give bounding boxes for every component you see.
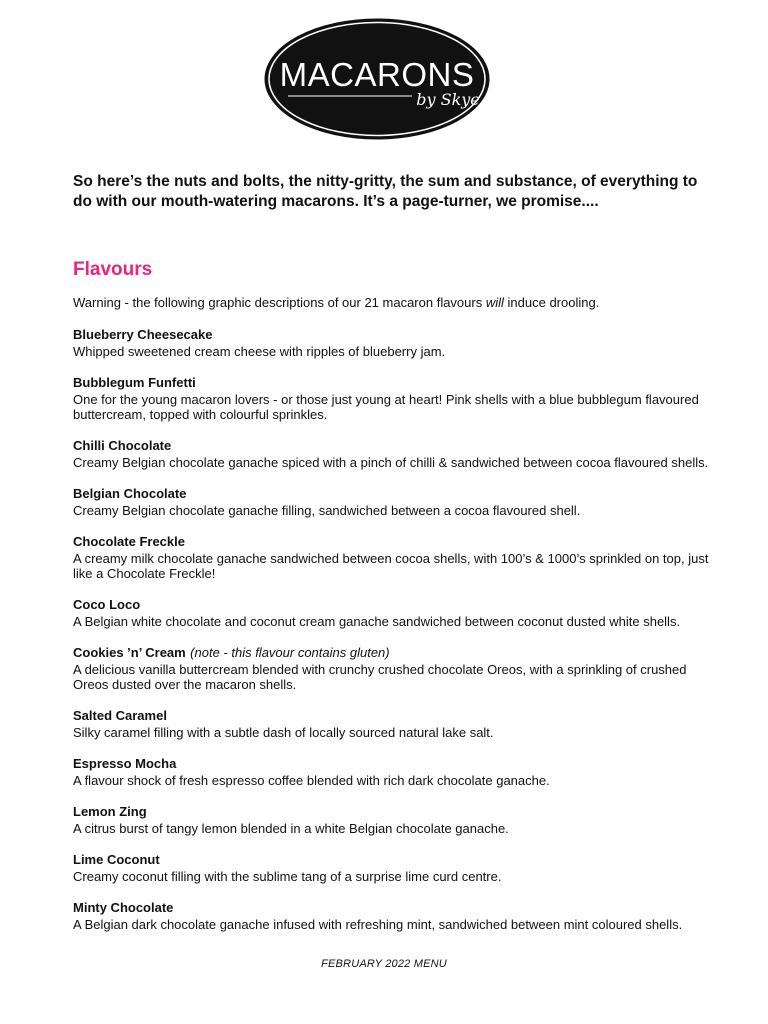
- warning-text-end: induce drooling.: [503, 295, 600, 310]
- flavour-description: One for the young macaron lovers - or those just young at heart! Pink shells with a blue bubblegum flavoured buttercream, topped with colourful sprinkles.: [73, 392, 699, 422]
- flavour-name: Espresso Mocha: [73, 756, 177, 771]
- flavour-name: Chocolate Freckle: [73, 534, 185, 549]
- warning-text: [73, 295, 713, 310]
- flavour-item: [73, 644, 713, 692]
- flavour-item: [73, 326, 713, 359]
- flavour-description: A Belgian white chocolate and coconut cream ganache sandwiched between coconut dusted white shells.: [73, 614, 681, 629]
- flavour-note: (note - this flavour contains gluten): [190, 645, 390, 660]
- flavour-description: Whipped sweetened cream cheese with ripples of blueberry jam.: [73, 344, 446, 359]
- flavour-list: [73, 326, 713, 947]
- logo-oval-graphic: [262, 16, 492, 142]
- flavour-name: Salted Caramel: [73, 708, 167, 723]
- flavour-item: [73, 374, 713, 422]
- section-title-flavours: Flavours: [73, 259, 153, 280]
- flavour-description: Creamy Belgian chocolate ganache spiced with a pinch of chilli & sandwiched between cocoa flavoured shells.: [73, 455, 709, 470]
- flavour-description: Creamy coconut filling with the sublime tang of a surprise lime curd centre.: [73, 869, 502, 884]
- flavour-name: Belgian Chocolate: [73, 486, 187, 501]
- flavour-name: Lime Coconut: [73, 852, 160, 867]
- warning-text-start: Warning - the following graphic descriptions of our 21 macaron flavours: [73, 295, 486, 310]
- flavour-description: Silky caramel filling with a subtle dash of locally sourced natural lake salt.: [73, 725, 494, 740]
- flavour-name: Lemon Zing: [73, 804, 147, 819]
- logo-tagline: by Skye: [416, 90, 480, 109]
- flavour-description: A citrus burst of tangy lemon blended in a white Belgian chocolate ganache.: [73, 821, 509, 836]
- intro-paragraph: So here’s the nuts and bolts, the nitty-gritty, the sum and substance, of everything to do with our mouth-watering macarons. It’s a page-turner, we promise....: [73, 173, 698, 210]
- flavour-item: [73, 533, 713, 581]
- flavour-description: A creamy milk chocolate ganache sandwiched between cocoa shells, with 100’s & 1000’s sprinkled on top, just like a Chocolate Freckle!: [73, 551, 709, 581]
- flavour-item: [73, 755, 713, 788]
- flavour-name: Bubblegum Funfetti: [73, 375, 196, 390]
- flavour-item: [73, 803, 713, 836]
- flavour-item: [73, 485, 713, 518]
- warning-emphasis: will: [485, 295, 504, 310]
- flavour-name: Blueberry Cheesecake: [73, 327, 213, 342]
- footer-menu-date: FEBRUARY 2022 MENU: [321, 958, 447, 970]
- flavour-item: [73, 707, 713, 740]
- brand-logo: [262, 16, 492, 142]
- flavour-description: A delicious vanilla buttercream blended with crunchy crushed chocolate Oreos, with a sprinkling of crushed Oreos dusted over the macaron shells.: [73, 662, 687, 692]
- logo-wordmark: MACARONS: [279, 56, 475, 93]
- flavour-description: Creamy Belgian chocolate ganache filling, sandwiched between a cocoa flavoured shell.: [73, 503, 581, 518]
- flavour-name: Chilli Chocolate: [73, 438, 172, 453]
- flavour-item: [73, 899, 713, 932]
- flavour-item: [73, 437, 713, 470]
- flavour-name: Cookies ’n’ Cream: [73, 645, 186, 660]
- flavour-item: [73, 596, 713, 629]
- flavour-item: [73, 851, 713, 884]
- flavour-name: Coco Loco: [73, 597, 141, 612]
- flavour-description: A Belgian dark chocolate ganache infused with refreshing mint, sandwiched between mint coloured shells.: [73, 917, 683, 932]
- flavour-name: Minty Chocolate: [73, 900, 174, 915]
- flavour-description: A flavour shock of fresh espresso coffee blended with rich dark chocolate ganache.: [73, 773, 550, 788]
